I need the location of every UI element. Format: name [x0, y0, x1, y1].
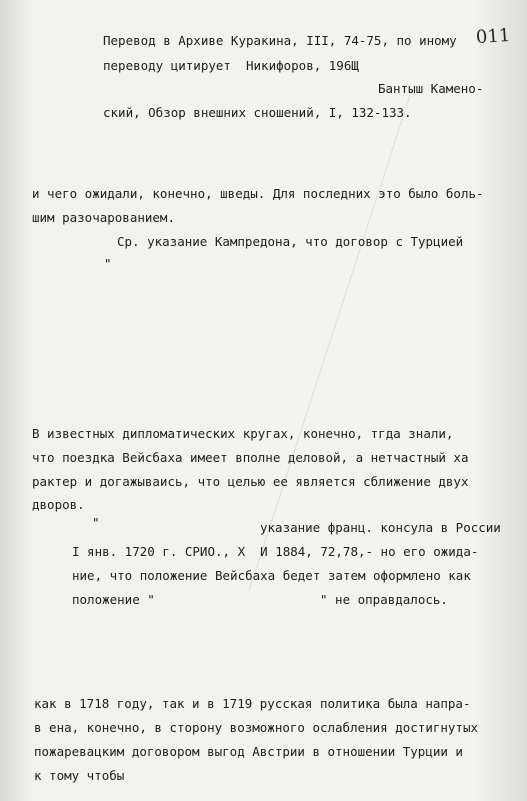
footnote-line: переводу цитирует Никифоров, 196Щ — [103, 58, 359, 73]
body-line: ние, что положение Вейсбаха бедет затем оформлено как — [72, 568, 471, 583]
body-line: рактер и догажываись, что целью ее является сближение двух — [32, 474, 469, 489]
footnote-line: Перевод в Архиве Куракина, III, 74-75, по иному — [103, 33, 457, 48]
folio-number: 011 — [475, 24, 512, 49]
footnote-line: Бантыш Камено- — [378, 81, 484, 96]
body-line: дворов. — [32, 497, 85, 512]
paper-crease — [249, 90, 527, 590]
body-line: в ена, конечно, в сторону возможного ослабления достигнутых — [34, 720, 479, 735]
body-line: и чего ожидали, конечно, шведы. Для последних это было боль- — [32, 186, 484, 201]
body-line: " не оправдалось. — [320, 592, 448, 607]
body-line: как в 1718 году, так и в 1719 русская политика была напра- — [34, 696, 471, 711]
body-line: положение " — [72, 592, 155, 607]
body-line: пожаревацким договором выгод Австрии в отношении Турции и — [34, 744, 463, 759]
body-line: шим разочарованием. — [32, 210, 175, 225]
body-line: I янв. 1720 г. СРИО., Х И 1884, 72,78,- но его ожида- — [72, 544, 479, 559]
body-line: к тому чтобы — [34, 768, 125, 783]
body-line: указание франц. консула в России — [260, 520, 501, 535]
quote-mark: " — [92, 515, 100, 530]
body-line: Ср. указание Кампредона, что договор с Турцией — [117, 234, 464, 249]
quote-mark: " — [104, 256, 112, 271]
body-line: что поездка Вейсбаха имеет вполне деловой, а нетчастный ха — [32, 450, 469, 465]
body-line: В известных дипломатических кругах, конечно, тгда знали, — [32, 426, 454, 441]
footnote-line: ский, Обзор внешних сношений, I, 132-133. — [103, 105, 412, 120]
